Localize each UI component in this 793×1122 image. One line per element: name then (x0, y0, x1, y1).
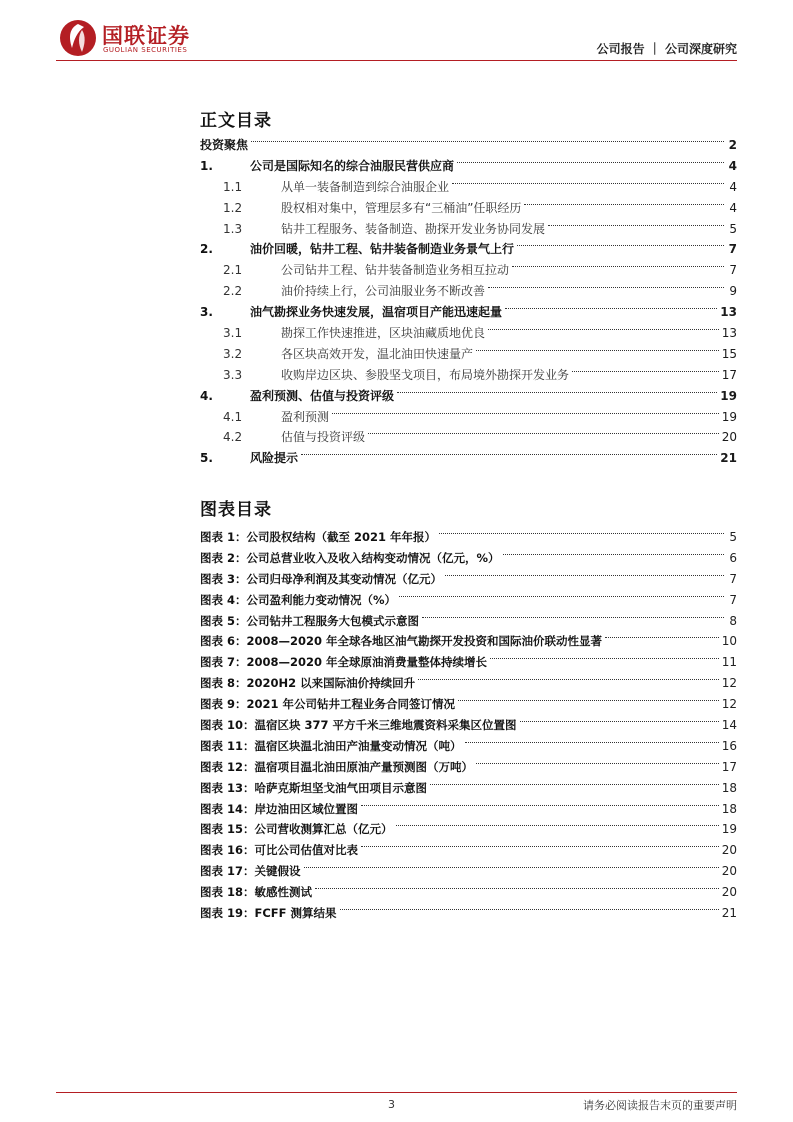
figure-entry-page: 18 (721, 780, 737, 795)
dot-leader (422, 617, 724, 618)
dot-leader (361, 846, 719, 847)
toc-entry[interactable] (200, 260, 737, 281)
toc-entry-page: 7 (729, 263, 737, 278)
dot-leader (332, 413, 719, 414)
toc-entry-label: 估值与投资评级 (281, 430, 366, 445)
toc-entry-page: 4 (729, 179, 737, 194)
toc-entry[interactable] (200, 448, 737, 469)
toc-entry-page: 21 (720, 451, 737, 466)
dot-leader (361, 805, 719, 806)
toc-entry-page: 19 (720, 388, 737, 403)
dot-leader (368, 433, 719, 434)
footer-divider (56, 1092, 737, 1093)
toc-entry[interactable] (200, 344, 737, 365)
toc-entry[interactable] (200, 239, 737, 260)
dot-leader (304, 867, 719, 868)
toc-entry-page: 13 (720, 305, 737, 320)
toc-entry-label: 钻井工程服务、装备制造、勘探开发业务协同发展 (281, 221, 546, 236)
toc-entry-number: 4. (200, 388, 213, 403)
figure-entry-label: 图表 7：2008—2020 年全球原油消费量整体持续增长 (200, 655, 488, 670)
header-separator: ｜ (648, 42, 661, 56)
dot-leader (251, 141, 724, 142)
disclaimer-note: 请务必阅读报告末页的重要声明 (583, 1099, 737, 1112)
toc-entry-page: 2 (728, 138, 737, 152)
toc-entry-label: 油气勘探业务快速发展，温宿项目产能迅速起量 (250, 305, 503, 320)
figures-list (200, 527, 737, 924)
dot-leader (439, 533, 724, 534)
dot-leader (476, 763, 719, 764)
toc-entry-label: 盈利预测 (281, 409, 330, 424)
dot-leader (520, 721, 719, 722)
figure-entry[interactable] (200, 569, 737, 590)
toc-entry-label: 从单一装备制造到综合油服企业 (281, 179, 450, 194)
figure-entry-label: 图表 15：公司营收测算汇总（亿元） (200, 822, 393, 837)
figure-entry[interactable] (200, 652, 737, 673)
toc-entry-number: 2. (200, 242, 213, 257)
dot-leader (465, 742, 719, 743)
toc-entry-label: 收购岸边区块、参股坚戈项目，布局境外勘探开发业务 (281, 367, 570, 382)
figure-entry-label: 图表 1：公司股权结构（截至 2021 年年报） (200, 530, 437, 544)
dot-leader (572, 371, 719, 372)
toc-entry-label: 勘探工作快速推进，区块油藏质地优良 (281, 326, 486, 341)
toc-entry[interactable] (200, 135, 737, 156)
figure-entry-page: 18 (721, 801, 737, 816)
figure-entry[interactable] (200, 819, 737, 840)
toc-entry-page: 20 (721, 430, 737, 445)
figure-entry-label: 图表 10：温宿区块 377 平方千米三维地震资料采集区位置图 (200, 718, 517, 733)
report-subtype: 公司深度研究 (664, 42, 737, 56)
toc-entry-label: 油价回暖，钻井工程、钻井装备制造业务景气上行 (250, 242, 515, 257)
dot-leader (315, 888, 719, 889)
figures-title: 图表目录 (200, 500, 272, 520)
report-type: 公司报告 (596, 42, 645, 56)
figure-entry[interactable] (200, 611, 737, 632)
toc-entry-page: 9 (729, 284, 737, 299)
dot-leader (505, 308, 717, 309)
figure-entry-page: 20 (721, 843, 737, 858)
dot-leader (457, 162, 724, 163)
figure-entry-page: 16 (721, 738, 737, 753)
figure-entry-page: 8 (729, 613, 737, 628)
figure-entry-label: 图表 8：2020H2 以来国际油价持续回升 (200, 676, 416, 691)
dot-leader (512, 266, 724, 267)
toc-entry-label: 油价持续上行，公司油服业务不断改善 (281, 284, 486, 299)
toc-entry-number: 4.2 (223, 430, 243, 445)
figure-entry[interactable] (200, 715, 737, 736)
toc-entry-page: 15 (721, 346, 737, 361)
figure-entry-label: 图表 16：可比公司估值对比表 (200, 843, 359, 858)
figure-entry[interactable] (200, 882, 737, 903)
toc-entry-page: 19 (721, 409, 737, 424)
toc-entry[interactable] (200, 427, 737, 448)
toc-entry-number: 2.2 (223, 284, 243, 299)
dot-leader (605, 637, 719, 638)
toc-entry-label: 盈利预测、估值与投资评级 (250, 388, 395, 403)
page-header (0, 0, 793, 68)
dot-leader (517, 245, 724, 246)
dot-leader (488, 329, 719, 330)
figure-entry-label: 图表 17：关键假设 (200, 864, 301, 879)
figure-entry-page: 12 (721, 676, 737, 691)
toc-entry-label: 股权相对集中，管理层多有“三桶油”任职经历 (281, 200, 522, 215)
figure-entry[interactable] (200, 861, 737, 882)
header-divider (56, 60, 737, 61)
toc-title: 正文目录 (200, 111, 272, 131)
toc-entry-page: 5 (729, 221, 737, 236)
toc-entry-number: 2.1 (223, 263, 243, 278)
figure-entry[interactable] (200, 548, 737, 569)
figure-entry-label: 图表 6：2008—2020 年全球各地区油气勘探开发投资和国际油价联动性显著 (200, 634, 603, 649)
toc-entry-page: 17 (721, 367, 737, 382)
toc-entry-page: 13 (721, 326, 737, 341)
toc-entry[interactable] (200, 365, 737, 386)
toc-entry[interactable] (200, 281, 737, 302)
toc-entry-number: 1.3 (223, 221, 243, 236)
figure-entry-page: 11 (721, 655, 737, 670)
dot-leader (430, 784, 719, 785)
dot-leader (476, 350, 719, 351)
figure-entry-label: 图表 19：FCFF 测算结果 (200, 906, 337, 921)
toc-entry-label: 公司钻井工程、钻井装备制造业务相互拉动 (281, 263, 510, 278)
figure-entry[interactable] (200, 527, 737, 548)
toc-entry[interactable] (200, 302, 737, 323)
dot-leader (399, 596, 724, 597)
figure-entry-label: 图表 3：公司归母净利润及其变动情况（亿元） (200, 571, 443, 586)
dot-leader (488, 287, 724, 288)
toc-entry-label: 各区块高效开发，温北油田快速量产 (281, 346, 474, 361)
page-number: 3 (388, 1098, 395, 1111)
figure-entry-label: 图表 18：敏感性测试 (200, 885, 313, 900)
toc-entry[interactable] (200, 323, 737, 344)
report-category (597, 40, 737, 57)
figure-entry-label: 图表 5：公司钻井工程服务大包模式示意图 (200, 613, 420, 628)
figure-entry[interactable] (200, 778, 737, 799)
logo-text-cn: 国联证券 (102, 24, 190, 48)
toc-entry-number: 3.3 (223, 367, 243, 382)
dot-leader (418, 679, 719, 680)
figure-entry-label: 图表 13：哈萨克斯坦坚戈油气田项目示意图 (200, 780, 428, 795)
figure-entry[interactable] (200, 673, 737, 694)
figure-entry[interactable] (200, 799, 737, 820)
figure-entry[interactable] (200, 840, 737, 861)
toc-list (200, 135, 737, 469)
toc-entry[interactable] (200, 219, 737, 240)
toc-entry[interactable] (200, 198, 737, 219)
toc-entry[interactable] (200, 407, 737, 428)
toc-entry-number: 5. (200, 451, 213, 466)
toc-entry-number: 1.2 (223, 200, 243, 215)
toc-entry[interactable] (200, 386, 737, 407)
toc-entry-label: 风险提示 (250, 451, 299, 466)
toc-entry-number: 3.1 (223, 326, 243, 341)
dot-leader (396, 825, 719, 826)
toc-entry-label: 投资聚焦 (200, 138, 249, 152)
dot-leader (340, 909, 719, 910)
figure-entry-page: 19 (721, 822, 737, 837)
figure-entry[interactable] (200, 631, 737, 652)
figure-entry[interactable] (200, 590, 737, 611)
figure-entry-page: 6 (729, 550, 737, 565)
dot-leader (524, 204, 724, 205)
toc-entry-page: 7 (728, 242, 737, 257)
figure-entry-label: 图表 14：岸边油田区域位置图 (200, 801, 359, 816)
dot-leader (452, 183, 724, 184)
figure-entry-page: 17 (721, 759, 737, 774)
dot-leader (458, 700, 719, 701)
figure-entry-label: 图表 4：公司盈利能力变动情况（%） (200, 592, 397, 607)
company-logo (58, 18, 228, 58)
toc-entry-number: 1. (200, 158, 213, 173)
dot-leader (548, 225, 724, 226)
figure-entry-label: 图表 2：公司总营业收入及收入结构变动情况（亿元，%） (200, 550, 500, 565)
figure-entry[interactable] (200, 736, 737, 757)
dot-leader (445, 575, 724, 576)
figure-entry-page: 7 (729, 571, 737, 586)
figure-entry-label: 图表 9：2021 年公司钻井工程业务合同签订情况 (200, 697, 456, 712)
figure-entry-page: 20 (721, 885, 737, 900)
toc-entry-label: 公司是国际知名的综合油服民营供应商 (250, 158, 455, 173)
figure-entry-label: 图表 12：温宿项目温北油田原油产量预测图（万吨） (200, 759, 474, 774)
figure-entry-page: 7 (729, 592, 737, 607)
dot-leader (503, 554, 724, 555)
figure-entry[interactable] (200, 694, 737, 715)
figure-entry-page: 12 (721, 697, 737, 712)
logo-text-en: GUOLIAN SECURITIES (103, 46, 188, 54)
figure-entry-page: 10 (721, 634, 737, 649)
figure-entry[interactable] (200, 757, 737, 778)
figure-entry-page: 14 (721, 718, 737, 733)
figure-entry-page: 21 (721, 906, 737, 921)
figure-entry-page: 5 (729, 530, 737, 544)
toc-entry-page: 4 (729, 200, 737, 215)
dot-leader (301, 454, 717, 455)
toc-entry-page: 4 (728, 158, 737, 173)
figure-entry[interactable] (200, 903, 737, 924)
toc-entry-number: 4.1 (223, 409, 243, 424)
toc-entry-number: 1.1 (223, 179, 243, 194)
toc-entry[interactable] (200, 156, 737, 177)
figure-entry-label: 图表 11：温宿区块温北油田产油量变动情况（吨） (200, 738, 462, 753)
figure-entry-page: 20 (721, 864, 737, 879)
dot-leader (490, 658, 719, 659)
logo-mark-icon (58, 18, 98, 58)
toc-entry-number: 3.2 (223, 346, 243, 361)
toc-entry[interactable] (200, 177, 737, 198)
dot-leader (397, 392, 717, 393)
toc-entry-number: 3. (200, 305, 213, 320)
